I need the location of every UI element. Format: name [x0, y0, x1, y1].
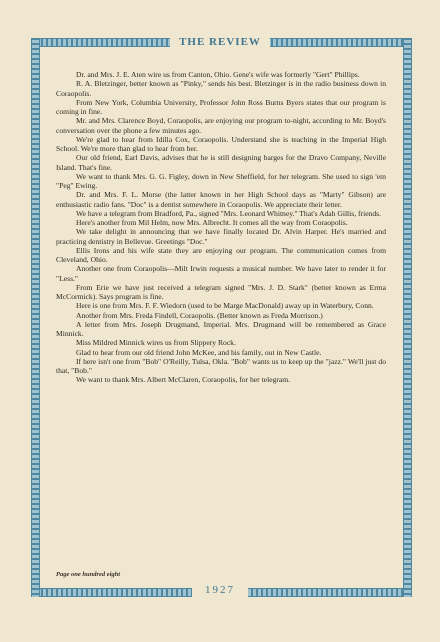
paragraph: If here isn't one from "Bob" O'Reilly, Tulsa, Okla. "Bob" wants us to keep up the "jazz." We'll just do that, "Bob." [56, 356, 386, 375]
paragraph: Mr. and Mrs. Clarence Boyd, Coraopolis, are enjoying our program to-night, according to Mr. Boyd's conversation over the phone a few minutes ago. [56, 116, 386, 135]
paragraph: R. A. Bletzinger, better known as "Pinky," sends his best. Bletzinger is in the radio business down in Coraopolis. [56, 79, 386, 98]
footer-year: 1927 [205, 584, 235, 596]
page-header-title: THE REVIEW [179, 36, 261, 48]
left-border-band [31, 38, 40, 597]
paragraph: We have a telegram from Bradford, Pa., signed "Mrs. Leonard Whitney." That's Adah Gillis, friends. [76, 208, 382, 218]
paragraph: We want to thank Mrs. G. G. Figley, down in New Sheffield, for her telegram. She used to sign 'em "Peg" Ewing. [56, 171, 386, 190]
paragraph: Dr. and Mrs. J. E. Aten wire us from Canton, Ohio. Gene's wife was formerly "Gert" Phillips. [76, 70, 360, 79]
paragraph: From New York, Columbia University, Professor John Ross Burns Byers states that our program is coming in fine. [56, 97, 386, 116]
paragraph: We take delight in announcing that we have finally located Dr. Alvin Harper. He's married and practicing dentistry in Bellevue. Greetings "Doc." [56, 227, 386, 246]
paragraph: Glad to hear from our old friend John McKee, and his family, out in New Castle. [76, 347, 322, 357]
paragraph: From Erie we have just received a telegram signed "Mrs. J. D. Stark" (better known as Erma McCormick). Says program is fine. [56, 282, 386, 301]
paragraph: Another from Mrs. Freda Findell, Coraopolis. (Better known as Freda Morrison.) [76, 310, 323, 320]
right-border-band [403, 38, 412, 597]
paragraph: Another one from Coraopolis—Milt Irwin requests a musical number. We have later to render it for "Less." [56, 264, 386, 283]
paragraph: A letter from Mrs. Joseph Drugmand, Imperial. Mrs. Drugmand will be remembered as Grace Minnick. [56, 319, 386, 338]
page-number-label: Page one hundred eight [56, 571, 121, 578]
paragraph: Our old friend, Earl Davis, advises that he is still designing barges for the Dravo Company, Neville Island. That's fine. [56, 153, 386, 172]
paragraph: Here is one from Mrs. F. F. Wiedorn (used to be Marge MacDonald) away up in Waterbury, Conn. [76, 301, 374, 311]
paragraph: We're glad to hear from Idilla Cox, Coraopolis. Understand she is teaching in the Imperial High School. We're more than glad to hear from her. [56, 134, 386, 153]
paragraph: We want to thank Mrs. Albert McClaren, Coraopolis, for her telegram. [76, 375, 291, 385]
article-body [56, 70, 386, 385]
paragraph: Miss Mildred Minnick wires us from Slippery Rock. [76, 338, 236, 348]
paragraph: Dr. and Mrs. F. L. Morse (the latter known in her High School days as "Marty" Gibson) are enthusiastic radio fans. "Doc" is a dentist somewhere in Coraopolis. We appreciate their letter. [56, 190, 386, 209]
paragraph: Ellis Irons and his wife state they are enjoying our program. The communication comes from Cleveland, Ohio. [56, 245, 386, 264]
paragraph: Here's another from Mil Helm, now Mrs. Albrecht. It comes all the way from Coraopolis. [76, 218, 348, 227]
